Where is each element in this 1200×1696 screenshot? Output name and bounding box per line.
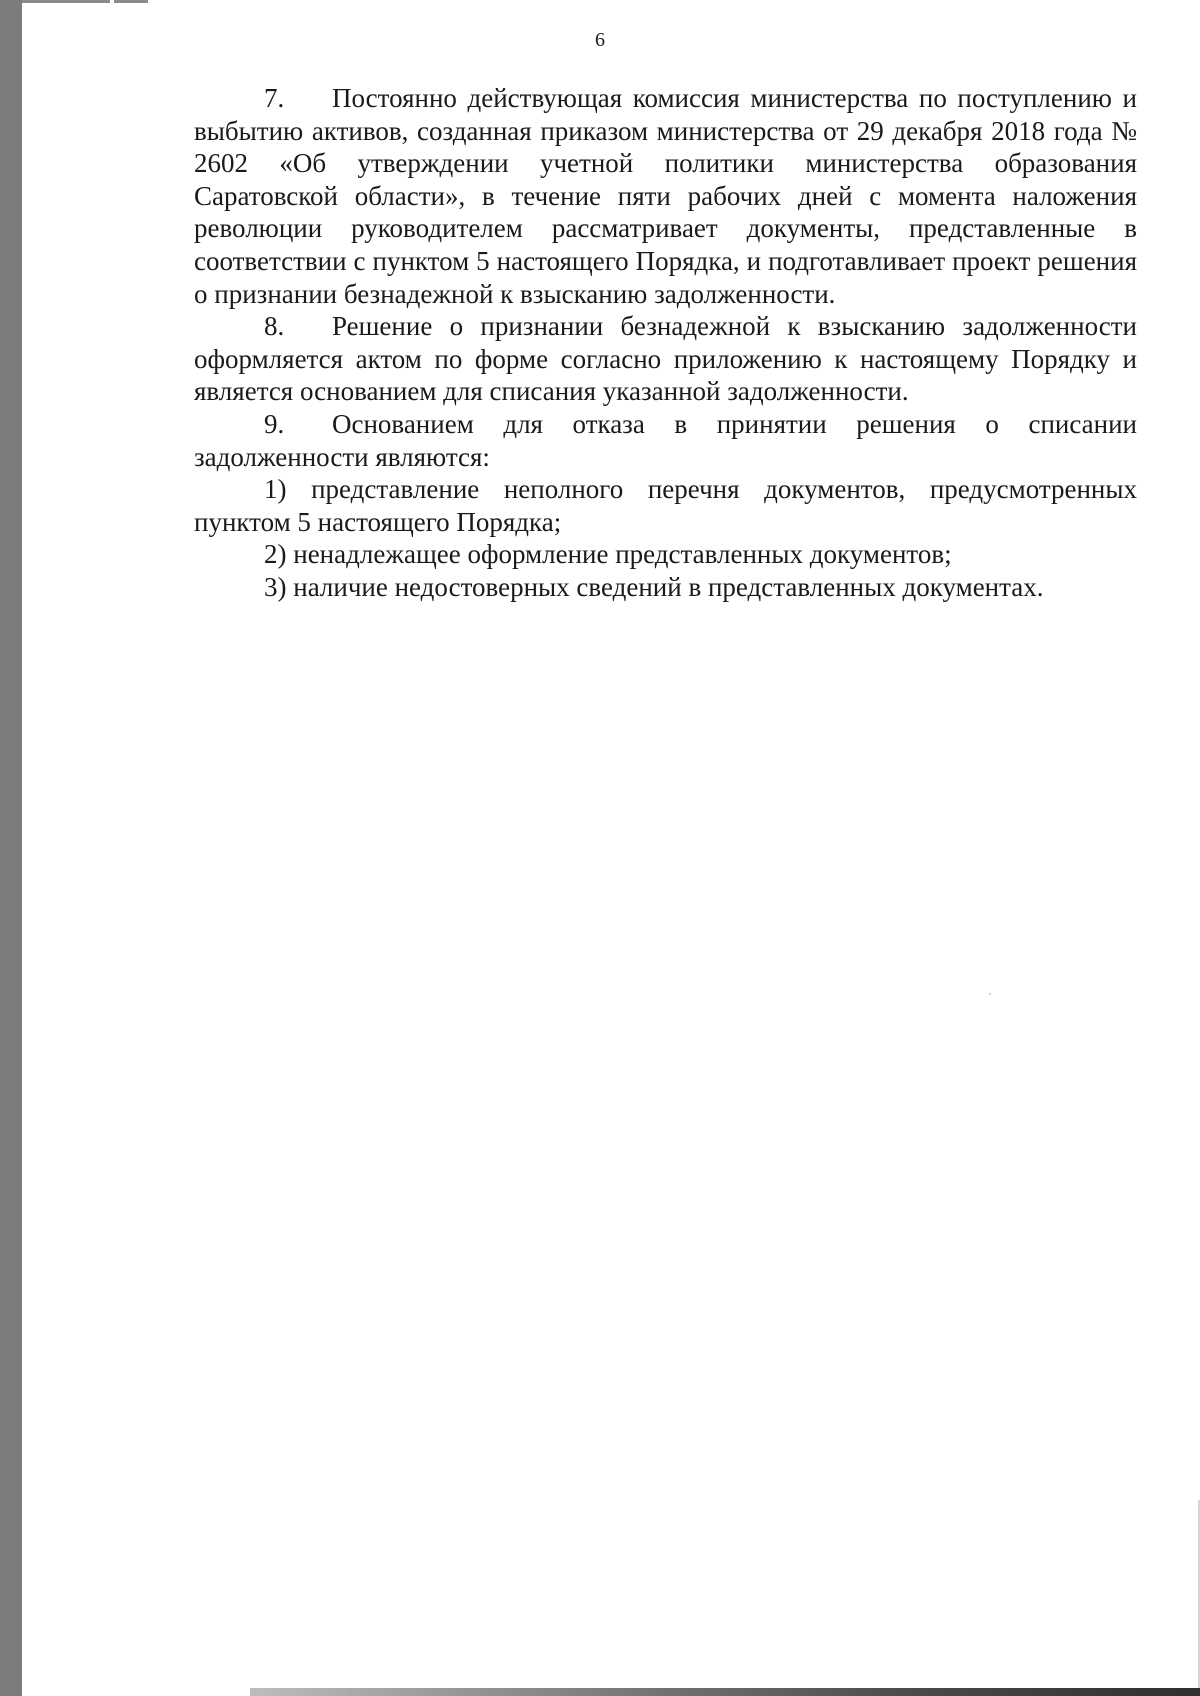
document-body <box>194 82 1137 604</box>
list-item: 2) ненадлежащее оформление представленных документов; <box>264 539 952 570</box>
paragraph-number: 9. <box>264 408 285 439</box>
paragraph-9 <box>194 408 1137 473</box>
paragraph-text: Постоянно действующая комиссия министерства по поступлению и выбытию активов, созданная приказом министерства от 29 декабря 2018 года № 2602 «Об утверждении учетной политики министерства образования Саратовской области», в течение пяти рабочих дней с момента наложения революции руководителем рассматривает документы, представленные в соответствии с пунктом 5 настоящего Порядка, и подготавливает проект решения о признании безнадежной к взысканию задолженности. <box>194 83 1137 309</box>
paragraph-text: Решение о признании безнадежной к взысканию задолженности оформляется актом по форме согласно приложению к настоящему Порядку и является основанием для списания указанной задолженности. <box>194 311 1137 407</box>
scan-top-mark <box>114 0 148 3</box>
paragraph-number: 7. <box>264 83 285 113</box>
list-item: 3) наличие недостоверных сведений в представленных документах. <box>264 571 1044 602</box>
paragraph-7 <box>194 82 1137 310</box>
paragraph-8 <box>194 310 1137 408</box>
paragraph-text: Основанием для отказа в принятии решения о списании задолженности являются: <box>194 408 1137 472</box>
paragraph-number: 8. <box>264 311 285 342</box>
page-number: 6 <box>595 29 605 51</box>
scan-left-edge-shadow <box>0 0 22 1696</box>
list-item: 1) представление неполного перечня документов, предусмотренных пунктом 5 настоящего Порядка; <box>194 474 1137 537</box>
scan-bottom-edge <box>250 1688 1200 1696</box>
scan-top-mark <box>22 0 110 3</box>
scan-speck <box>989 993 991 995</box>
